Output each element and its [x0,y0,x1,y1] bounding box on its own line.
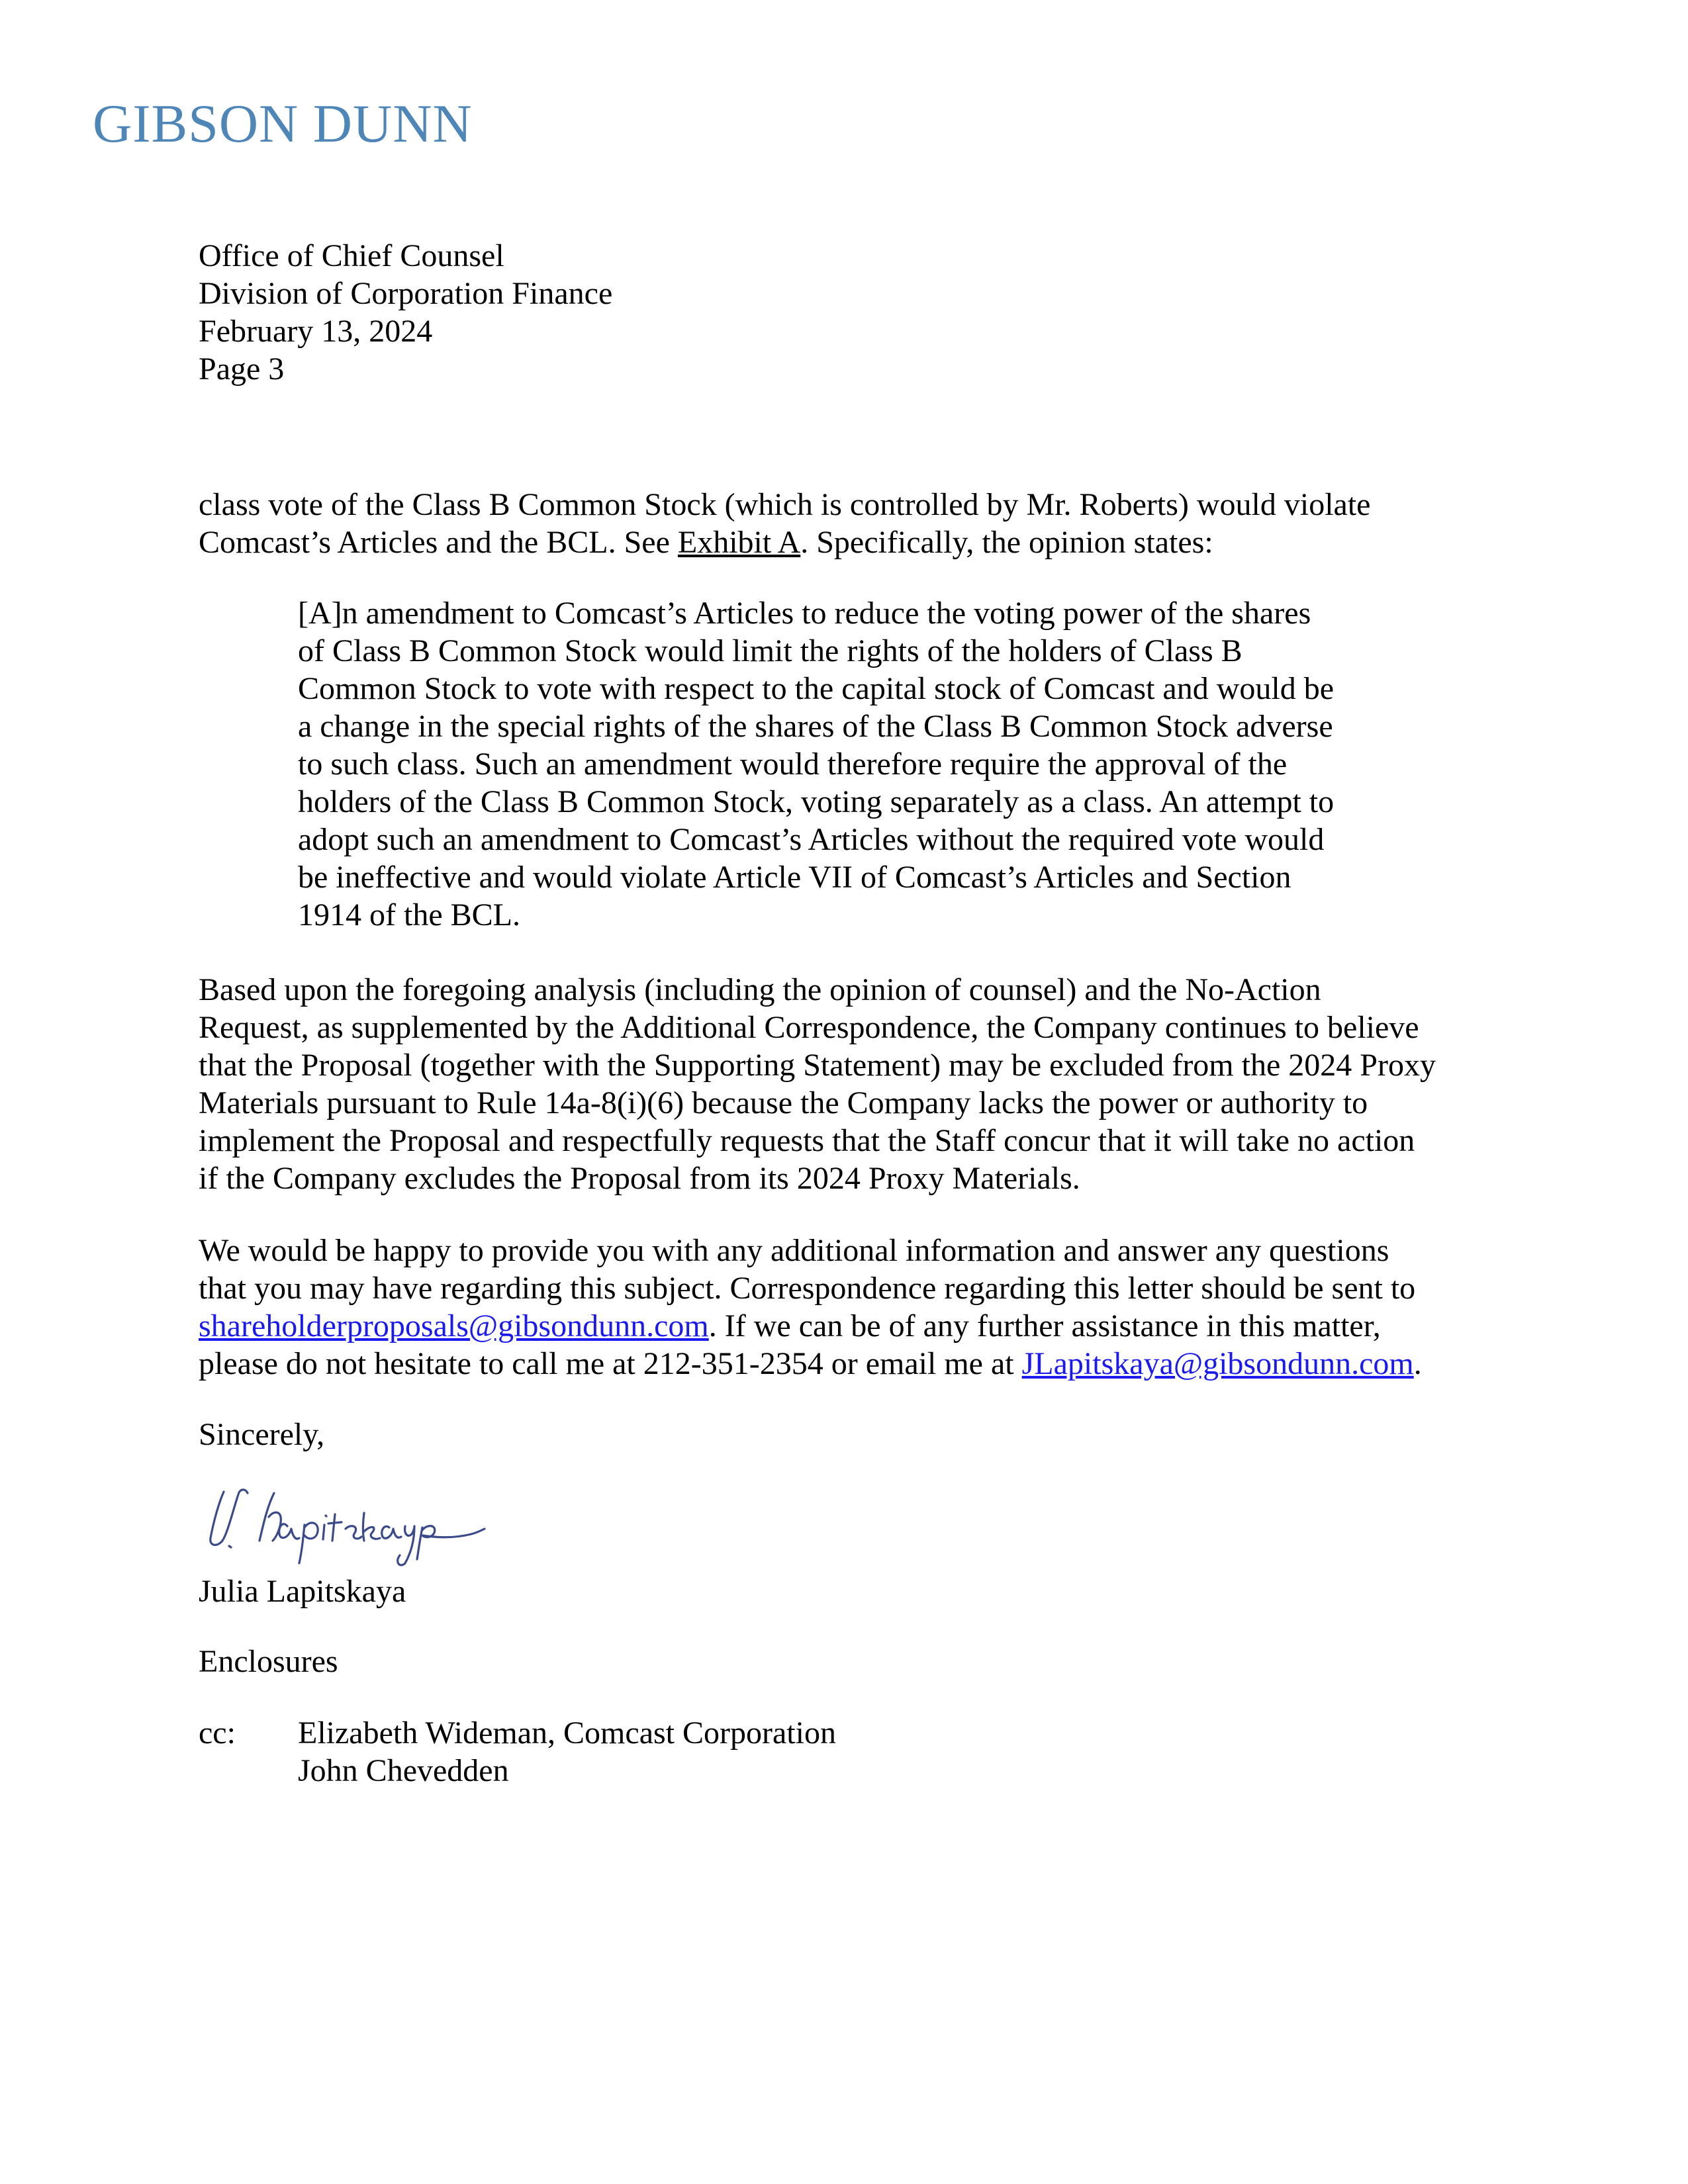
quote-line: 1914 of the BCL. [298,897,520,933]
paragraph-3 [199,1232,1496,1383]
paragraph-2-line: implement the Proposal and respectfully requests that the Staff concur that it will take no action [199,1123,1415,1158]
paragraph-2-line: Request, as supplemented by the Additional Correspondence, the Company continues to believe [199,1010,1419,1045]
quote-line: be ineffective and would violate Article VII of Comcast’s Articles and Section [298,860,1291,895]
paragraph-3-line-2: that you may have regarding this subject. Correspondence regarding this letter should be sent to [199,1271,1416,1306]
cc-recipients [298,1714,836,1790]
quote-line: holders of the Class B Common Stock, voting separately as a class. An attempt to [298,784,1335,819]
paragraph-3-line-4-text: please do not hesitate to call me at 212-351-2354 or email me at [199,1346,1022,1381]
letter-header [199,237,612,388]
paragraph-2-line: Based upon the foregoing analysis (including the opinion of counsel) and the No-Action [199,972,1321,1007]
quote-line: Common Stock to vote with respect to the capital stock of Comcast and would be [298,671,1335,706]
quote-line: of Class B Common Stock would limit the rights of the holders of Class B [298,633,1243,668]
paragraph-1-line-2 [199,523,1496,561]
cc-recipient: John Chevedden [298,1753,509,1788]
handwritten-signature [199,1477,490,1570]
page-number: Page 3 [199,351,285,387]
recipient-line-2: Division of Corporation Finance [199,276,613,311]
paragraph-1-line-1: class vote of the Class B Common Stock (which is controlled by Mr. Roberts) would violate [199,487,1371,522]
block-quote [298,594,1423,934]
exhibit-a-link[interactable]: Exhibit A [677,525,801,560]
recipient-line-1: Office of Chief Counsel [199,238,504,273]
quote-line: [A]n amendment to Comcast’s Articles to reduce the voting power of the shares [298,596,1311,631]
paragraph-1-line-2-text: Comcast’s Articles and the BCL. See [199,525,678,560]
paragraph-3-line-4-tail: . [1413,1346,1422,1381]
paragraph-3-line-3-text: . If we can be of any further assistance in this matter, [708,1308,1381,1343]
signer-name: Julia Lapitskaya [199,1574,406,1609]
paragraph-1 [199,486,1496,561]
shareholder-proposals-email-link[interactable]: shareholderproposals@gibsondunn.com [199,1308,709,1343]
paragraph-2 [199,971,1496,1197]
paragraph-3-line-4 [199,1345,1496,1383]
firm-logo: GIBSON DUNN [93,93,473,154]
lapitskaya-email-link[interactable]: JLapitskaya@gibsondunn.com [1021,1346,1414,1381]
paragraph-2-line: Materials pursuant to Rule 14a-8(i)(6) because the Company lacks the power or authority to [199,1085,1368,1120]
letter-date: February 13, 2024 [199,314,433,349]
paragraph-3-line-3 [199,1307,1496,1345]
quote-line: a change in the special rights of the shares of the Class B Common Stock adverse [298,709,1333,744]
quote-line: to such class. Such an amendment would therefore require the approval of the [298,747,1288,782]
paragraph-2-line: if the Company excludes the Proposal from its 2024 Proxy Materials. [199,1161,1080,1196]
cc-label: cc: [199,1715,236,1751]
paragraph-2-line: that the Proposal (together with the Supporting Statement) may be excluded from the 2024 Proxy [199,1048,1436,1083]
cc-recipient: Elizabeth Wideman, Comcast Corporation [298,1715,836,1751]
salutation: Sincerely, [199,1417,325,1452]
quote-line: adopt such an amendment to Comcast’s Articles without the required vote would [298,822,1325,857]
paragraph-1-line-2-tail: . Specifically, the opinion states: [800,525,1213,560]
enclosures-label: Enclosures [199,1644,338,1679]
paragraph-3-line-1: We would be happy to provide you with any additional information and answer any questions [199,1233,1389,1268]
